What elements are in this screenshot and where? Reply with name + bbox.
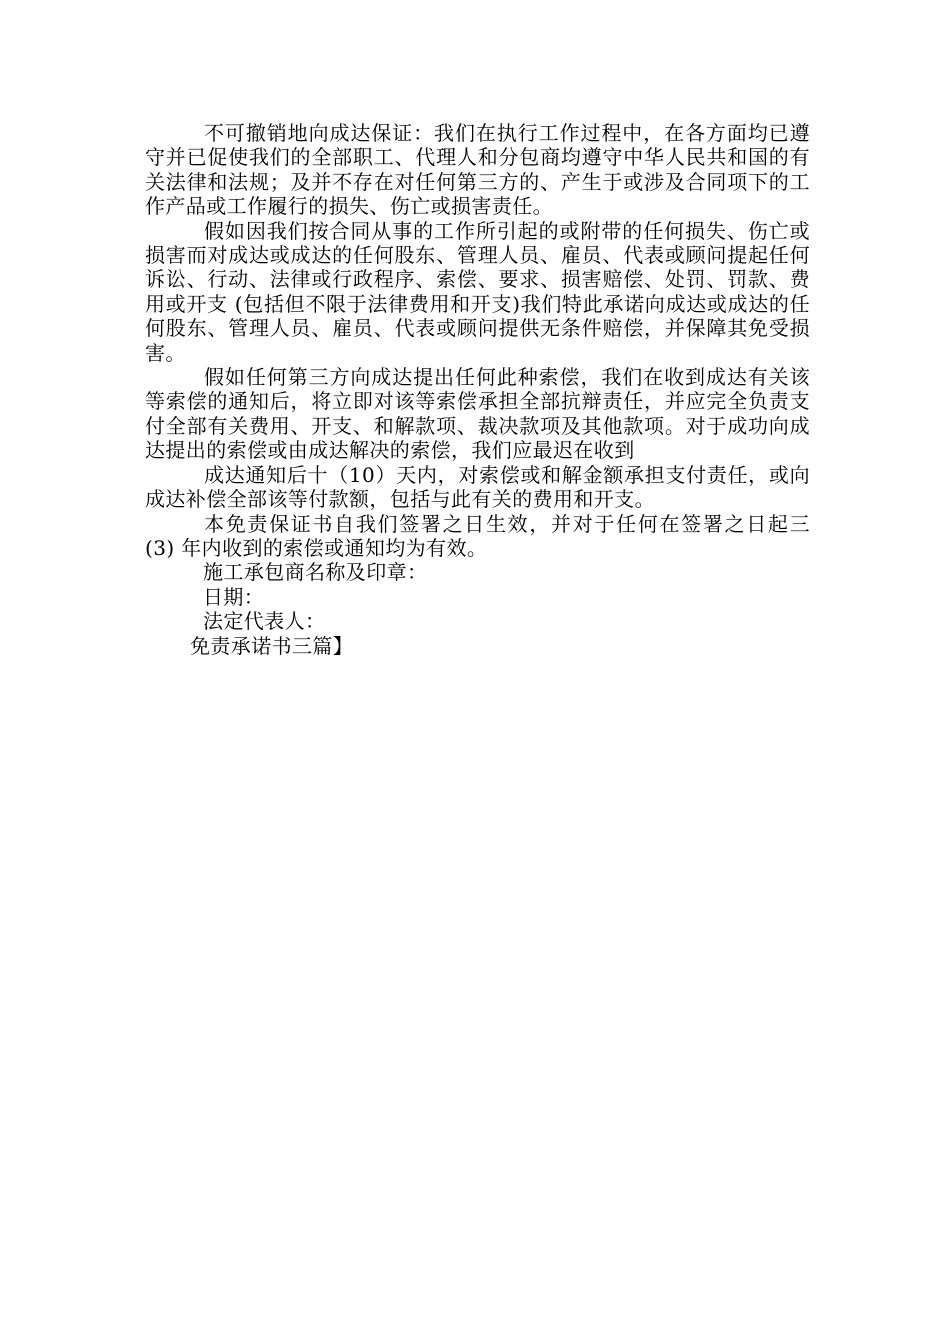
closing-title: 免责承诺书三篇】: [190, 633, 354, 658]
paragraph-third-party-claims: 假如任何第三方向成达提出任何此种索偿，我们在收到成达有关该等索偿的通知后，将立即对该等索偿承担全部抗辩责任，并应完全负责支付全部有关费用、开支、和解款项、裁决款项及其他款项。对于成功向成达提出的索偿或由成达解决的索偿，我们应最迟在收到: [145, 365, 810, 463]
paragraph-guarantee-compliance: 不可撤销地向成达保证：我们在执行工作过程中，在各方面均已遵守并已促使我们的全部职工、代理人和分包商均遵守中华人民共和国的有关法律和法规；及并不存在对任何第三方的、产生于或涉及合同项下的工作产品或工作履行的损失、伤亡或损害责任。: [145, 121, 810, 219]
paragraph-indemnification: 假如因我们按合同从事的工作所引起的或附带的任何损失、伤亡或损害而对成达或成达的任何股东、管理人员、雇员、代表或顾问提起任何诉讼、行动、法律或行政程序、索偿、要求、损害赔偿、处罚、罚款、费用或开支 (包括但不限于法律费用和开支)我们特此承诺向成达或成达的任何股东、管理人员、雇员、代表或顾问提供无条件赔偿，并保障其免受损害。: [145, 218, 810, 365]
paragraph-effective-period: 本免责保证书自我们签署之日生效，并对于任何在签署之日起三 (3) 年内收到的索偿或通知均为有效。: [145, 511, 810, 560]
legal-representative-label: 法定代表人：: [203, 609, 326, 634]
date-label: 日期：: [203, 584, 265, 609]
contractor-name-seal-label: 施工承包商名称及印章：: [203, 560, 428, 585]
document-body: [145, 121, 810, 658]
paragraph-payment-deadline: 成达通知后十（10）天内，对索偿或和解金额承担支付责任，或向成达补偿全部该等付款额，包括与此有关的费用和开支。: [145, 462, 810, 512]
